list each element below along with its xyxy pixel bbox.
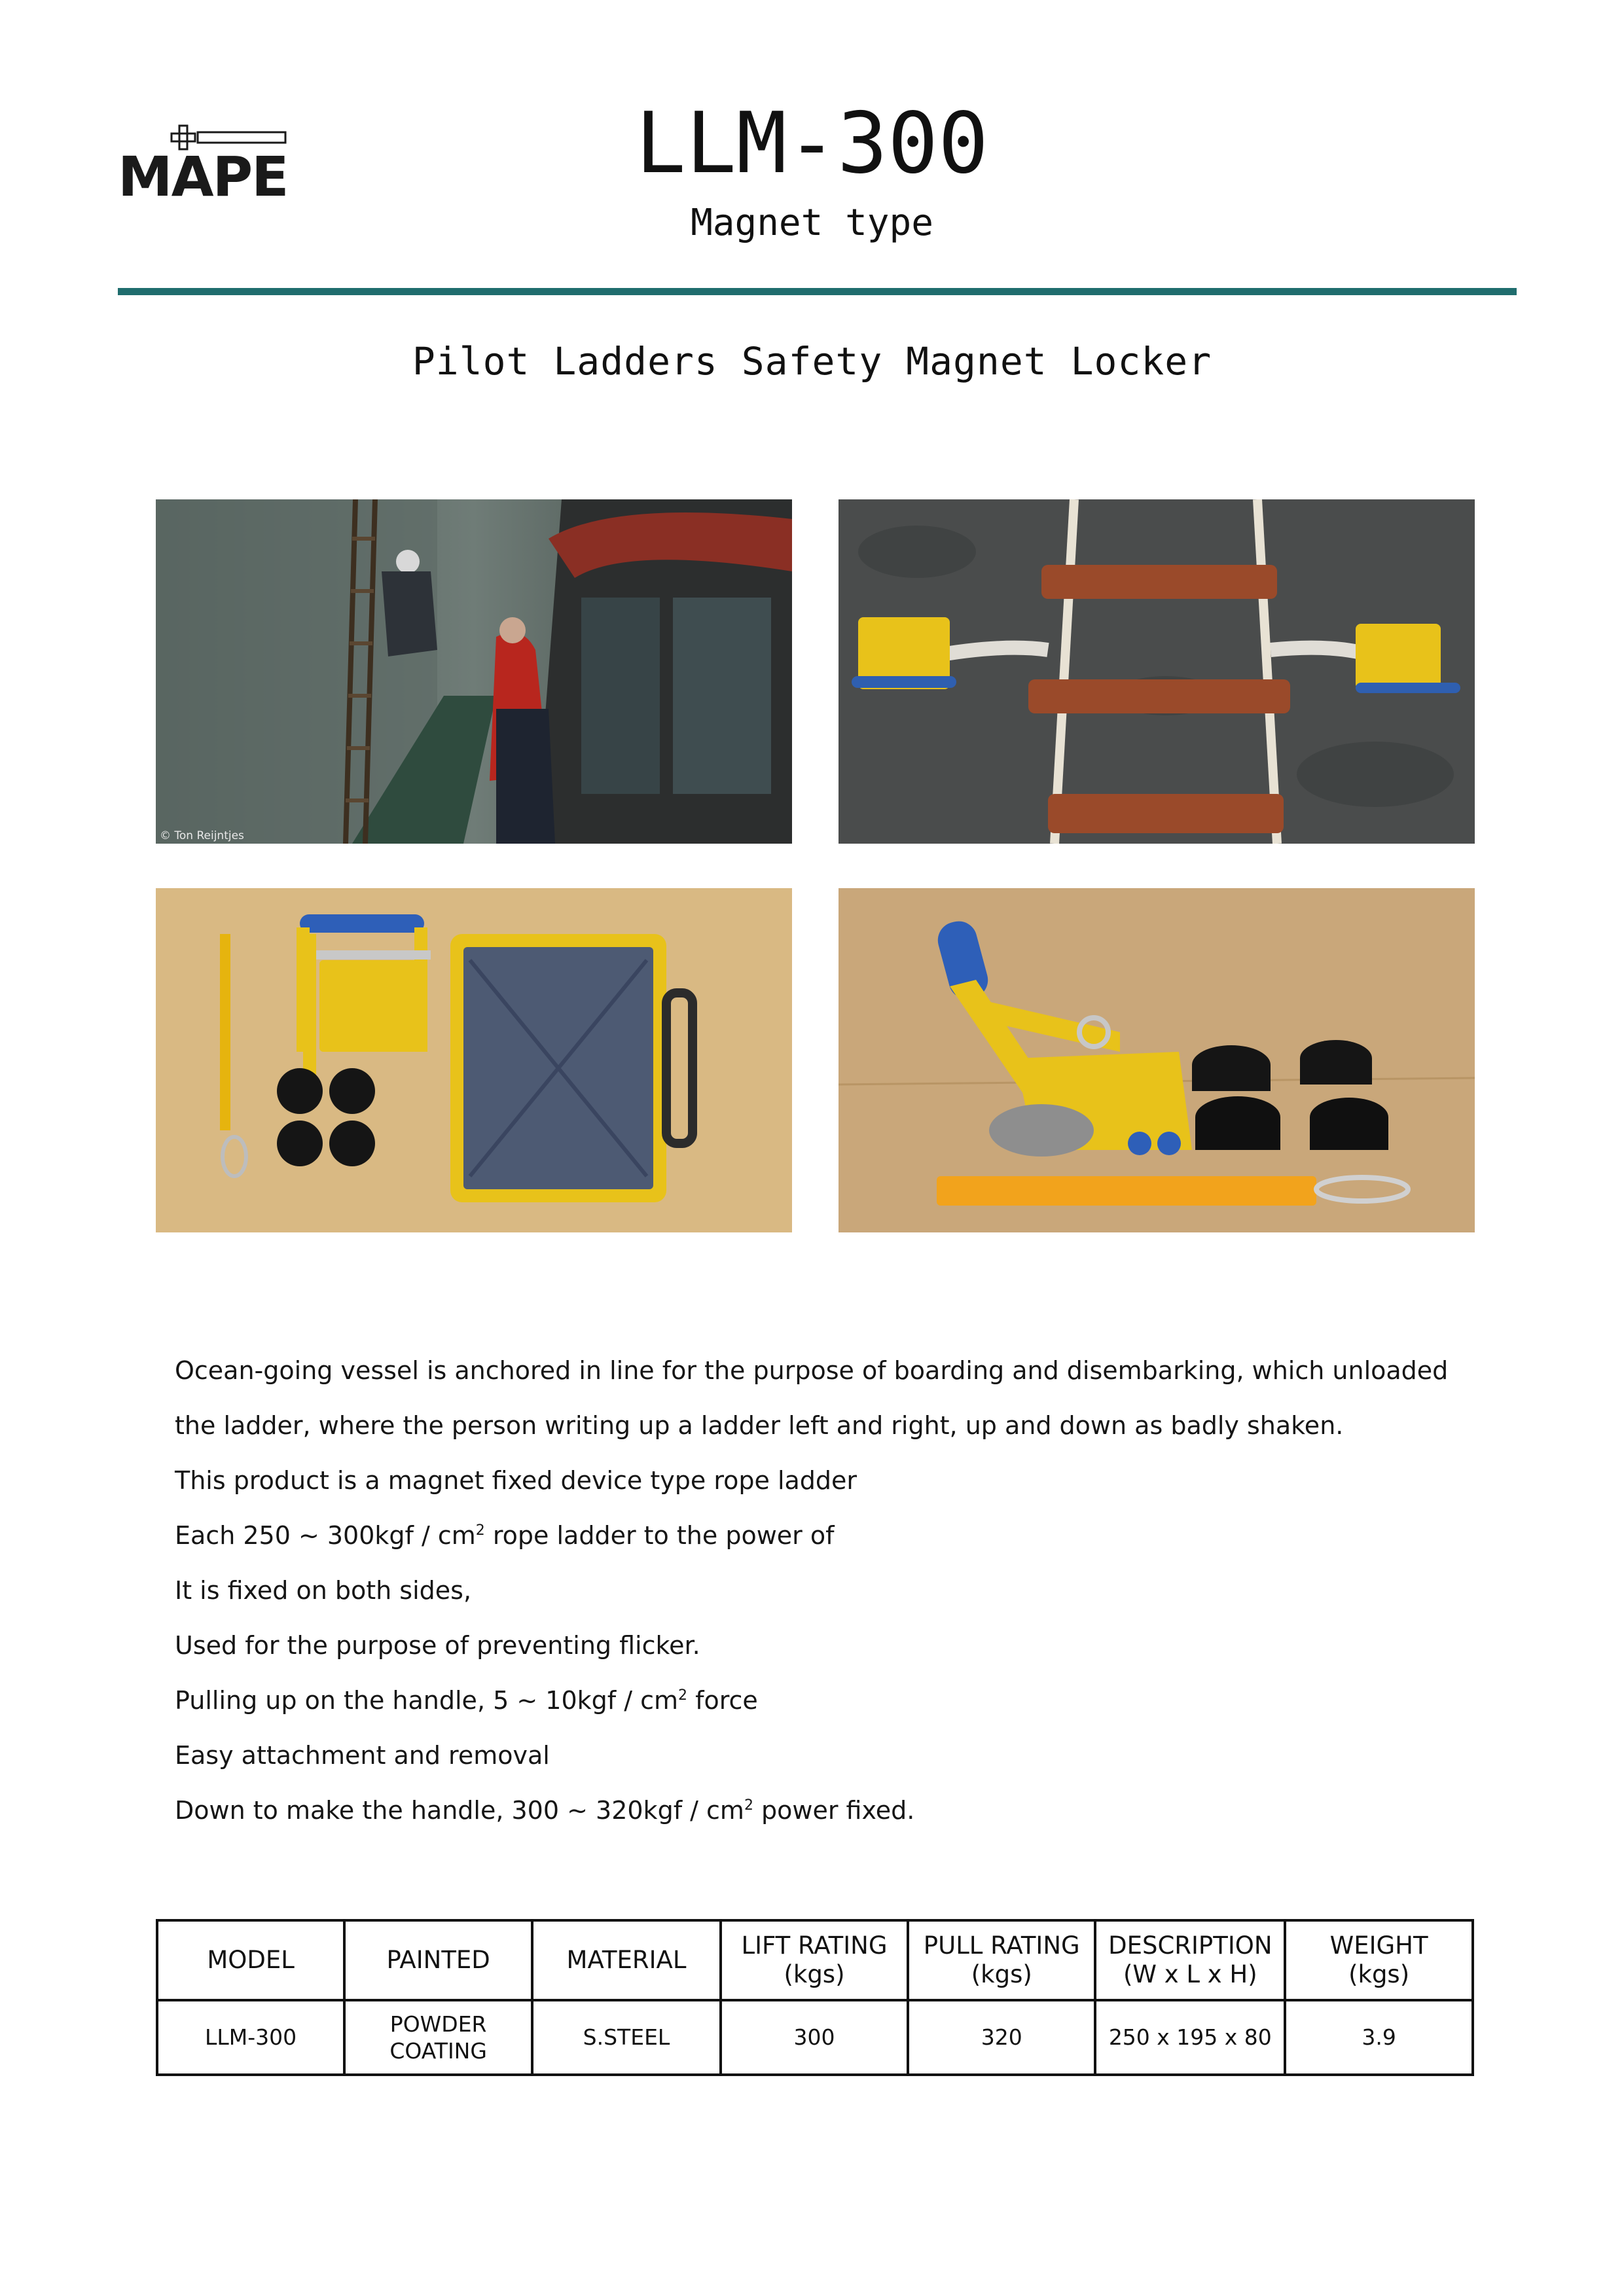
product-kit-case-photo <box>156 888 792 1232</box>
product-headline: Pilot Ladders Safety Magnet Locker <box>412 339 1212 384</box>
header-weight: WEIGHT (kgs) <box>1285 1920 1473 2000</box>
description-line: This product is a magnet fixed device type rope ladder <box>175 1466 857 1495</box>
description-line: Down to make the handle, 300 ~ $320kgf / cm^2$ power fixed. <box>175 1796 915 1825</box>
cell-weight: 3.9 <box>1285 2000 1473 2075</box>
table-row <box>157 2000 1473 2075</box>
cell-model: LLM-300 <box>157 2000 344 2075</box>
header-model: MODEL <box>157 1920 344 2000</box>
header-material: MATERIAL <box>532 1920 721 2000</box>
header-divider <box>118 288 1517 295</box>
photo-credit: © Ton Reijntjes <box>160 829 244 842</box>
description-line: It is fixed on both sides, <box>175 1576 472 1605</box>
pilot-boarding-photo <box>156 499 792 844</box>
cell-lift-rating: 300 <box>721 2000 908 2075</box>
product-description <box>175 1343 1484 1838</box>
header-painted: PAINTED <box>344 1920 532 2000</box>
description-line: Used for the purpose of preventing flicker. <box>175 1631 700 1660</box>
cell-painted: POWDER COATING <box>344 2000 532 2075</box>
cell-dimensions: 250 x 195 x 80 <box>1095 2000 1285 2075</box>
description-line: Each 250 ~ $300kgf / cm^2$ rope ladder to the power of <box>175 1521 835 1550</box>
cell-material: S.STEEL <box>532 2000 721 2075</box>
spec-header-row <box>157 1920 1473 2000</box>
spec-table <box>156 1919 1474 2076</box>
magnet-locker-closeup-photo <box>839 888 1475 1232</box>
header-lift-rating: LIFT RATING (kgs) <box>721 1920 908 2000</box>
description-line: Ocean-going vessel is anchored in line for the purpose of boarding and disembarking, which unloaded <box>175 1356 1449 1385</box>
description-line: Easy attachment and removal <box>175 1741 550 1770</box>
model-title: LLM-300 <box>635 95 989 192</box>
description-line: Pulling up on the handle, 5 ~ $10kgf / cm^2$ force <box>175 1686 758 1715</box>
header-pull-rating: PULL RATING (kgs) <box>908 1920 1095 2000</box>
description-line: the ladder, where the person writing up a ladder left and right, up and down as badly shaken. <box>175 1411 1344 1440</box>
cell-pull-rating: 320 <box>908 2000 1095 2075</box>
brand-name: MAPE <box>118 145 288 209</box>
model-subtitle: Magnet type <box>691 202 933 244</box>
ladder-with-lockers-photo <box>839 499 1475 844</box>
header-description: DESCRIPTION (W x L x H) <box>1095 1920 1285 2000</box>
